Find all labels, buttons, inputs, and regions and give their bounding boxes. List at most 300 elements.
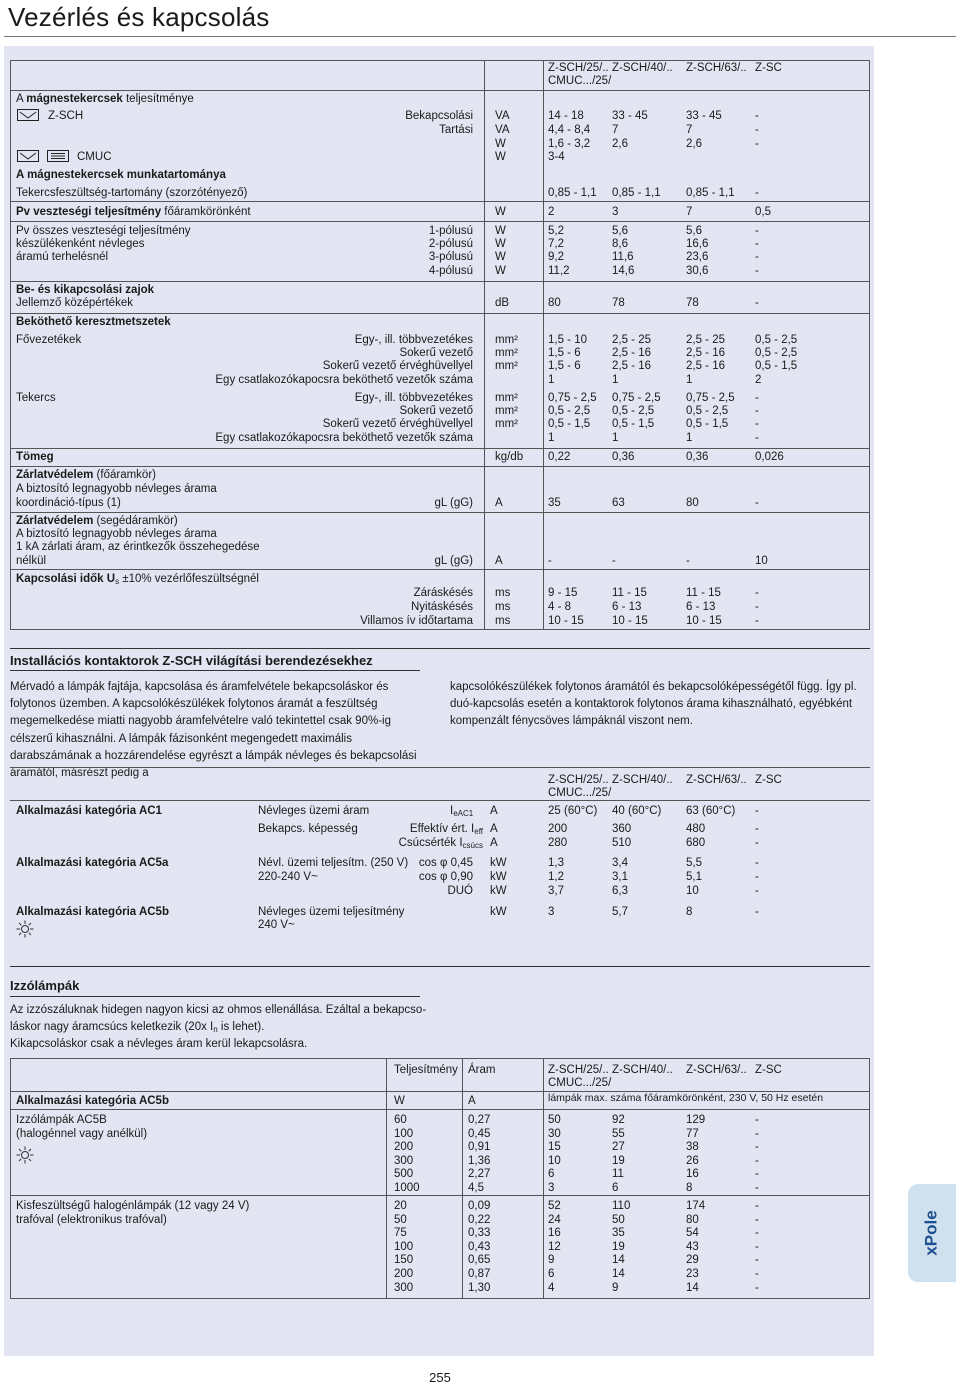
lamp-table-cell: 4 [548,1281,555,1294]
lamp-table-cell: 23 [686,1268,699,1280]
table-rule [10,767,870,768]
unit: W [394,1095,405,1107]
unit: A [468,1095,476,1107]
value-cell: 3-4 [548,151,565,163]
coil-conductor-label: Tekercs [16,392,56,404]
lamp-table-cell: 50 [548,1114,561,1126]
lamp-table-cell: 0,27 [468,1114,491,1126]
pole-label: 3-pólusú [428,251,473,263]
value-cell: 2,5 - 25 [612,334,651,346]
col-header-3: Z-SCH/63/.. [686,774,747,786]
lamp-table-cell: 0,33 [468,1227,491,1240]
unit: kW [490,885,507,897]
value-cell: 4,4 - 8,4 [548,124,591,136]
lamp-table-cell: 80 [686,1213,699,1226]
incandescent-text: Az izzószáluknak hidegen nagyon kicsi az ohmos ellenállása. Ezáltal a bekapcso- [10,1004,427,1016]
cos-phi-label: cos φ 0,90 [418,871,473,883]
unit: kW [490,871,507,883]
z-sch-label: Z-SCH [48,110,84,122]
unit: mm² [495,347,518,359]
pvt-label: áramú terhelésnél [16,251,109,263]
lamp-table-cell: - [755,1281,759,1294]
ac5a-category: Alkalmazási kategória AC5a [16,857,169,869]
value-cell: - [755,187,759,199]
lamp-table-cell: 77 [686,1127,699,1140]
value-cell: - [755,823,759,835]
contactor-coil-icon [17,109,39,121]
value-cell: - [612,555,616,567]
lamp-table-cell: 0,09 [468,1200,491,1212]
value-cell: 680 [686,837,706,849]
lamp-table-cell: 3 [548,1182,555,1194]
lamp-table-cell: - [755,1227,759,1240]
lamp-table-cell: 16 [686,1168,699,1181]
lamp-table-cell: 92 [612,1114,625,1126]
value-cell: 25 (60°C) [548,805,598,817]
col-header-2: Z-SCH/40/.. [612,62,673,74]
col-header-1a: Z-SCH/25/.. [548,62,609,74]
lamp-table-cell: 9 [548,1254,555,1267]
unit: kW [490,857,507,869]
incandescent-text: láskor nagy áramcsúcs keletkezik (20x $I_n$ is lehet). [10,1021,265,1034]
sc2-label: Zárlatvédelem (segédáramkör) [16,515,178,527]
ac5b-lamp-category: Alkalmazási kategória AC5b [16,1095,169,1107]
cs-label: Egy-, ill. többvezetékes [354,334,473,346]
value-cell: 63 [612,497,625,509]
current-header: Áram [468,1064,496,1076]
value-cell: 5,6 [686,225,702,237]
value-cell: 7 [686,206,693,218]
pvt-label: Pv összes veszteségi teljesítmény [16,225,191,237]
value-cell: - [755,601,759,613]
page-number: 255 [429,1370,451,1383]
pole-label: 4-pólusú [428,265,473,277]
brand-label: xPole [921,1210,941,1256]
lamp-table-cell: 54 [686,1227,699,1240]
lamp-table-cell: 129 [686,1114,706,1126]
unit: ms [495,601,511,613]
value-cell: 9,2 [548,251,564,263]
value-cell: 80 [686,497,699,509]
main-conductor-label: Fővezetékek [16,334,82,346]
value-cell: - [755,124,759,136]
col-header-3: Z-SCH/63/.. [686,1064,747,1076]
value-cell: 5,1 [686,871,702,883]
lamp-table-cell: 0,91 [468,1141,491,1154]
sc1-label: Zárlatvédelem (főáramkör) [16,469,156,481]
value-cell: 0,85 - 1,1 [548,187,597,199]
lamp-table-cell: 60 [394,1114,407,1126]
fuse-class: gL (gG) [434,555,473,567]
value-cell: - [755,405,759,417]
lamp-table-cell: - [755,1182,759,1194]
lamp-table-cell: 1000 [394,1182,420,1194]
table-rule [10,800,870,801]
value-cell: 6 - 13 [612,601,642,613]
value-cell: 2 [755,374,762,386]
ac5a-label: Névl. üzemi teljesítm. (250 V) [258,857,409,869]
lighting-section-heading: Installációs kontaktorok Z-SCH világítási berendezésekhez [10,653,373,668]
value-cell: 0,5 - 1,5 [548,418,591,430]
noise-label: Jellemző középértékek [16,297,133,309]
value-cell: 2,5 - 16 [612,360,651,372]
ac1-symbol: $I_{eAC1}$ [450,805,474,818]
col-header-1b: CMUC.../25/ [548,75,612,87]
power-header: Teljesítmény [394,1064,458,1076]
value-cell: 16,6 [686,238,709,250]
mass-label: Tömeg [16,451,54,463]
title-rule [4,36,956,37]
value-cell: 5,5 [686,857,702,869]
lamp-table-cell: 35 [612,1227,625,1240]
lamp-table-cell: 20 [394,1200,407,1212]
value-cell: 10 [755,555,768,567]
value-cell: 1 [612,374,619,386]
value-cell: 10 - 15 [612,615,648,627]
value-cell: 0,5 - 2,5 [755,347,798,359]
value-cell: - [755,225,759,237]
value-cell: - [755,906,759,918]
incandescent-heading: Izzólámpák [10,978,80,993]
section-rule [10,996,420,997]
value-cell: 14 - 18 [548,110,584,122]
sw-label: Nyitáskésés [411,601,473,613]
lamp-table-cell: 14 [612,1254,625,1267]
value-cell: - [755,251,759,263]
value-cell: - [548,555,552,567]
cs-label: Egy csatlakozókapocsra beköthető vezetők száma [215,374,473,386]
holding-label: Tartási [439,124,473,136]
col-header-4: Z-SC [755,774,782,786]
lamp-table-cell: 300 [394,1154,414,1167]
unit: W [495,225,506,237]
value-cell: 0,5 - 2,5 [686,405,729,417]
unit: W [495,238,506,250]
value-cell: 0,5 [755,206,771,218]
contactor-coil-icon [17,150,39,162]
ac5b-category: Alkalmazási kategória AC5b [16,906,169,918]
lamp-table-cell: 16 [548,1227,561,1240]
unit: W [495,251,506,263]
value-cell: 40 (60°C) [612,805,662,817]
section-rule [10,670,420,671]
ac1-category: Alkalmazási kategória AC1 [16,805,162,817]
halogen-lamp-label: Kisfeszültségű halogénlámpák (12 vagy 24 V) [16,1200,250,1212]
lamp-table-cell: 200 [394,1141,414,1154]
value-cell: 0,5 - 2,5 [548,405,591,417]
value-cell: 11 - 15 [612,587,647,599]
value-cell: 0,5 - 1,5 [612,418,655,430]
lamp-table-cell: 6 [548,1168,555,1181]
value-cell: 63 (60°C) [686,805,736,817]
sw-label: Villamos ív időtartama [360,615,473,627]
value-cell: 2,5 - 16 [686,360,725,372]
unit: W [495,138,506,150]
incandescent-lamp-label: Izzólámpák AC5B [16,1114,107,1126]
value-cell: 33 - 45 [686,110,722,122]
col-header-1a: Z-SCH/25/.. [548,1064,609,1076]
value-cell: 2,5 - 16 [612,347,651,359]
value-cell: 3,7 [548,885,564,897]
lamp-table-cell: 30 [548,1127,561,1140]
effective-value-label: Effektív ért. $I_{eff}$ [409,823,483,836]
value-cell: 2 [548,206,555,218]
lamp-table-cell: 55 [612,1127,625,1140]
lamp-table-cell: - [755,1114,759,1126]
lamp-table-cell: 174 [686,1200,706,1212]
value-cell: 3,4 [612,857,628,869]
duo-label: DUÓ [447,885,473,897]
value-cell: 0,36 [686,451,709,463]
sc2-label: 1 kA zárlati áram, az érintkezők összehegedése [16,541,260,553]
lamp-table-cell: 14 [686,1281,699,1294]
unit: mm² [495,334,518,346]
value-cell: 1 [548,374,555,386]
lamp-count-note: lámpák max. száma főáramkörönként, 230 V, 50 Hz esetén [548,1092,824,1104]
value-cell: 1,2 [548,871,564,883]
value-cell: 78 [686,297,699,309]
lamp-table-cell: 0,22 [468,1213,491,1226]
cs-label: Sokerű vezető [399,347,473,359]
value-cell: - [755,497,759,509]
lamp-table-cell: 300 [394,1281,414,1294]
section-rule [10,648,870,649]
col-header-1b: CMUC.../25/ [548,787,612,799]
cs-label: Egy-, ill. többvezetékes [354,392,473,404]
lamp-table-cell: 26 [686,1154,699,1167]
cs-label: Sokerű vezető érvéghüvellyel [322,418,473,430]
value-cell: 3 [548,906,555,918]
value-cell: 35 [548,497,561,509]
value-cell: - [755,265,759,277]
incandescent-lamp-label: (halogénnel vagy anélkül) [16,1128,148,1140]
lamp-table-cell: - [755,1254,759,1267]
lamp-table-cell: 0,87 [468,1268,491,1280]
sc2-label: nélkül [16,555,47,567]
cross-section-heading: Beköthető keresztmetszetek [16,316,171,328]
unit: VA [495,110,510,122]
contactor-cmuc-icon [47,150,69,162]
lamp-table-cell: 100 [394,1240,414,1253]
value-cell: - [755,871,759,883]
lamp-table-cell: 43 [686,1240,699,1253]
pole-label: 2-pólusú [428,238,473,250]
value-cell: 0,5 - 2,5 [755,334,798,346]
value-cell: - [755,432,759,444]
pole-label: 1-pólusú [428,225,473,237]
unit: mm² [495,418,518,430]
value-cell: 6 - 13 [686,601,716,613]
value-cell: 33 - 45 [612,110,648,122]
value-cell: 1 [612,432,619,444]
unit: kW [490,906,507,918]
value-cell: 200 [548,823,568,835]
unit: W [495,265,506,277]
lamp-table-cell: 1,30 [468,1281,491,1294]
value-cell: - [755,392,759,404]
lamp-table-cell: 2,27 [468,1168,491,1181]
value-cell: 2,5 - 16 [686,347,725,359]
value-cell: 0,85 - 1,1 [612,187,661,199]
value-cell: 30,6 [686,265,709,277]
lamp-table-cell: - [755,1127,759,1140]
value-cell: - [755,138,759,150]
sc1-label: koordináció-típus (1) [16,497,121,509]
unit: W [495,206,506,218]
lamp-table-cell: 27 [612,1141,625,1154]
lamp-table-cell: 52 [548,1200,561,1212]
cs-label: Sokerű vezető érvéghüvellyel [322,360,473,372]
value-cell: 0,75 - 2,5 [548,392,597,404]
value-cell: 2,6 [612,138,628,150]
value-cell: 14,6 [612,265,635,277]
value-cell: 1 [548,432,555,444]
unit: A [495,497,503,509]
lamp-table-cell: 150 [394,1254,414,1267]
lamp-table-cell: 14 [612,1268,625,1280]
unit: W [495,151,506,163]
ac5b-label: Névleges üzemi teljesítmény [258,906,405,918]
value-cell: 11,2 [548,265,570,277]
lamp-table-cell: 50 [394,1213,407,1226]
lamp-table-cell: - [755,1240,759,1253]
value-cell: 0,5 - 1,5 [686,418,729,430]
value-cell: 0,5 - 2,5 [612,405,655,417]
lamp-table-cell: 19 [612,1240,625,1253]
lamp-table-cell: 12 [548,1240,561,1253]
sc1-label: A biztosító legnagyobb névleges árama [16,483,217,495]
value-cell: - [755,297,759,309]
unit: kg/db [495,451,524,463]
value-cell: 4 - 8 [548,601,572,613]
lamp-table-cell: 0,65 [468,1254,491,1267]
range-label: Tekercsfeszültség-tartomány (szorzótényező) [16,187,248,199]
value-cell: 5,7 [612,906,628,918]
lamp-table-cell: 0,43 [468,1240,491,1253]
value-cell: 7 [612,124,619,136]
peak-value-label: Csúcsérték $I_{csúcs}$ [398,837,483,850]
unit: dB [495,297,510,309]
value-cell: 5,6 [612,225,628,237]
ac5a-voltage: 220-240 V~ [258,871,318,883]
value-cell: - [755,837,759,849]
lamp-table-cell: - [755,1200,759,1212]
lamp-table-cell: 15 [548,1141,561,1154]
lamp-table-cell: - [755,1168,759,1181]
unit: mm² [495,392,518,404]
lamp-table-cell: 38 [686,1141,699,1154]
value-cell: - [755,587,759,599]
lamp-icon [16,920,34,938]
switching-times-heading: Kapcsolási idők $U_s \pm 10\%$ vezérlőfeszültségnél [16,573,259,586]
cs-label: Egy csatlakozókapocsra beköthető vezetők száma [215,432,473,444]
value-cell: 0,36 [612,451,635,463]
value-cell: 9 - 15 [548,587,578,599]
lamp-table-cell: 29 [686,1254,699,1267]
unit: ms [495,615,511,627]
lamp-table-cell: 9 [612,1281,619,1294]
value-cell: 2,5 - 25 [686,334,725,346]
fuse-class: gL (gG) [434,497,473,509]
page-title: Vezérlés és kapcsolás [8,2,270,32]
value-cell: - [755,110,759,122]
value-cell: 11 - 15 [686,587,721,599]
value-cell: 3 [612,206,619,218]
value-cell: 8 [686,906,693,918]
lamp-table-cell: 10 [548,1154,561,1167]
col-header-2: Z-SCH/40/.. [612,774,673,786]
sc2-label: A biztosító legnagyobb névleges árama [16,528,217,540]
value-cell: 8,6 [612,238,628,250]
lamp-table-cell: 6 [548,1268,555,1280]
pv-label: Pv veszteségi teljesítmény főáramkörönként [16,206,251,218]
lamp-table-cell: 1,36 [468,1154,491,1167]
value-cell: 1,6 - 3,2 [548,138,591,150]
value-cell: 0,75 - 2,5 [612,392,661,404]
unit: A [490,837,498,849]
value-cell: 1,5 - 6 [548,360,581,372]
coil-heading: A mágnestekercsek teljesítménye [16,93,194,105]
value-cell: 0,75 - 2,5 [686,392,735,404]
lamp-table-cell: 4,5 [468,1182,484,1194]
col-header-4: Z-SC [755,62,782,74]
brand-tab [908,1184,956,1282]
unit: mm² [495,360,518,372]
lamp-table-cell: 0,45 [468,1127,491,1140]
value-cell: 2,6 [686,138,702,150]
noise-heading: Be- és kikapcsolási zajok [16,284,155,296]
unit: A [490,823,498,835]
value-cell: - [755,418,759,430]
value-cell: 7,2 [548,238,564,250]
value-cell: 5,2 [548,225,564,237]
unit: ms [495,587,511,599]
lamp-table-cell: 50 [612,1213,625,1226]
value-cell: 510 [612,837,632,849]
lamp-table-cell: 11 [612,1168,624,1181]
value-cell: 10 - 15 [548,615,584,627]
value-cell: 11,6 [612,251,634,263]
value-cell: 1,5 - 6 [548,347,581,359]
incandescent-text: Kikapcsoláskor csak a névleges áram kerül lekapcsolásra. [10,1038,308,1050]
pvt-label: készülékenként névleges [16,238,145,250]
value-cell: 6,3 [612,885,628,897]
value-cell: 1,5 - 10 [548,334,587,346]
cos-phi-label: cos φ 0,45 [418,857,473,869]
value-cell: 10 [686,885,699,897]
range-heading: A mágnestekercsek munkatartománya [16,169,226,181]
lamp-table-cell: 24 [548,1213,561,1226]
value-cell: - [755,885,759,897]
value-cell: 280 [548,837,568,849]
value-cell: - [755,615,759,627]
col-header-1a: Z-SCH/25/.. [548,774,609,786]
unit: A [495,555,503,567]
value-cell: 1 [686,374,693,386]
col-header-1b: CMUC.../25/ [548,1077,612,1089]
lamp-table-cell: - [755,1213,759,1226]
inrush-label: Bekapcsolási [405,110,473,122]
value-cell: 1,3 [548,857,564,869]
lamp-table-cell: 110 [612,1200,631,1212]
col-header-2: Z-SCH/40/.. [612,1064,673,1076]
col-header-4: Z-SC [755,1064,782,1076]
making-capacity-label: Bekapcs. képesség [258,823,358,835]
unit: mm² [495,405,518,417]
lamp-table-cell: 100 [394,1127,414,1140]
value-cell: 3,1 [612,871,628,883]
value-cell: 0,026 [755,451,784,463]
